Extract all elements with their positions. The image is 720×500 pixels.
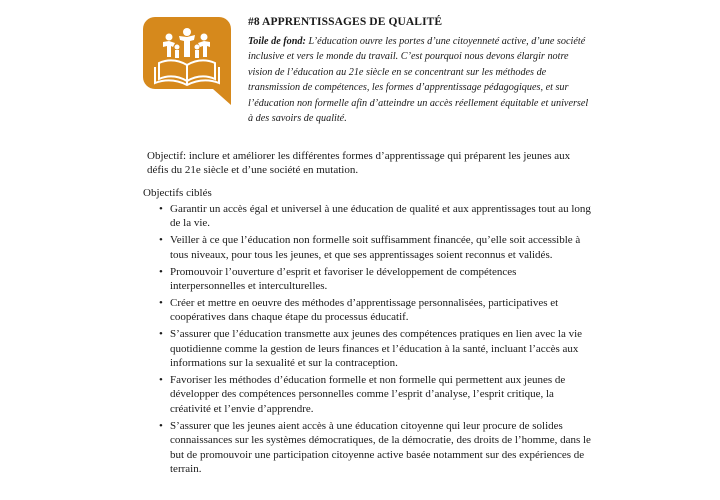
list-item [159,233,593,262]
bullet-icon: • [159,419,163,432]
list-item [159,373,593,416]
background-paragraph [248,34,593,126]
bullet-icon: • [159,373,163,386]
bullet-icon: • [159,234,163,247]
list-item-text: Favoriser les méthodes d’éducation formelle et non formelle qui permettent aux jeunes de développer des compétences personnelles comme l’esprit d’analyse, l’esprit critique, la créativité et l’envie d’apprendre. [170,373,566,415]
list-item [159,296,593,325]
targets-heading: Objectifs ciblés [143,187,212,199]
list-item-text: Promouvoir l’ouverture d’esprit et favoriser le développement de compétences interpersonnelles et interculturelles. [170,265,517,293]
list-item-text: S’assurer que les jeunes aient accès à une éducation citoyenne qui leur procure de solides connaissances sur les systèmes démocratiques, de la démocratie, des droits de l’homme, dans le but de promouvoir une participation citoyenne active basée notamment sur des expériences de terrain. [170,419,591,475]
list-item-text: Veiller à ce que l’éducation non formelle soit suffisamment financée, qu’elle soit accessible à tous niveaux, pour tous les jeunes, et que ses apprentissages soient reconnus et validés. [170,234,581,261]
objective-text: Objectif: inclure et améliorer les différentes formes d’apprentissage qui préparent les jeunes aux défis du 21e siècle et d’une société en mutation. [147,150,571,176]
goal-logo [143,17,231,105]
list-item-text: S’assurer que l’éducation transmette aux jeunes des compétences pratiques en lien avec la vie quotidienne comme la gestion de leurs finances et l’éducation à la santé, incluant l’accès aux informations sur la sexualité et sur la contraception. [170,328,583,370]
background-text: L’éducation ouvre les portes d’une citoyenneté active, d’une société inclusive et vers le monde du travail. C’est pourquoi nous devons élargir notre vision de l’éducation au 21e siècle en se concentrant sur les méthodes de transmission de compétences, les formes d’apprentissage pédagogiques, et sur l’éducation non formelle afin d’atteindre un accès réellement équitable et universel à des savoirs de qualité. [248,36,589,125]
bullet-icon: • [159,296,163,309]
goal-header [248,16,593,126]
list-item [159,265,593,294]
list-item [159,202,593,231]
list-item [159,419,593,477]
list-item [159,327,593,370]
list-item-text: Créer et mettre en oeuvre des méthodes d’apprentissage personnalisées, participatives et coopératives dans chaque étape du processus éducatif. [170,296,559,324]
bullet-icon: • [159,328,163,341]
goal-title: #8 APPRENTISSAGES DE QUALITÉ [248,16,443,28]
bullet-icon: • [159,203,163,215]
targets-section [143,187,593,479]
list-item-text: Garantir un accès égal et universel à une éducation de qualité et aux apprentissages tout au long de la vie. [170,203,591,230]
background-label: Toile de fond: [248,36,306,47]
targets-list [143,202,593,476]
education-book-people-icon [143,17,231,105]
bullet-icon: • [159,265,163,278]
